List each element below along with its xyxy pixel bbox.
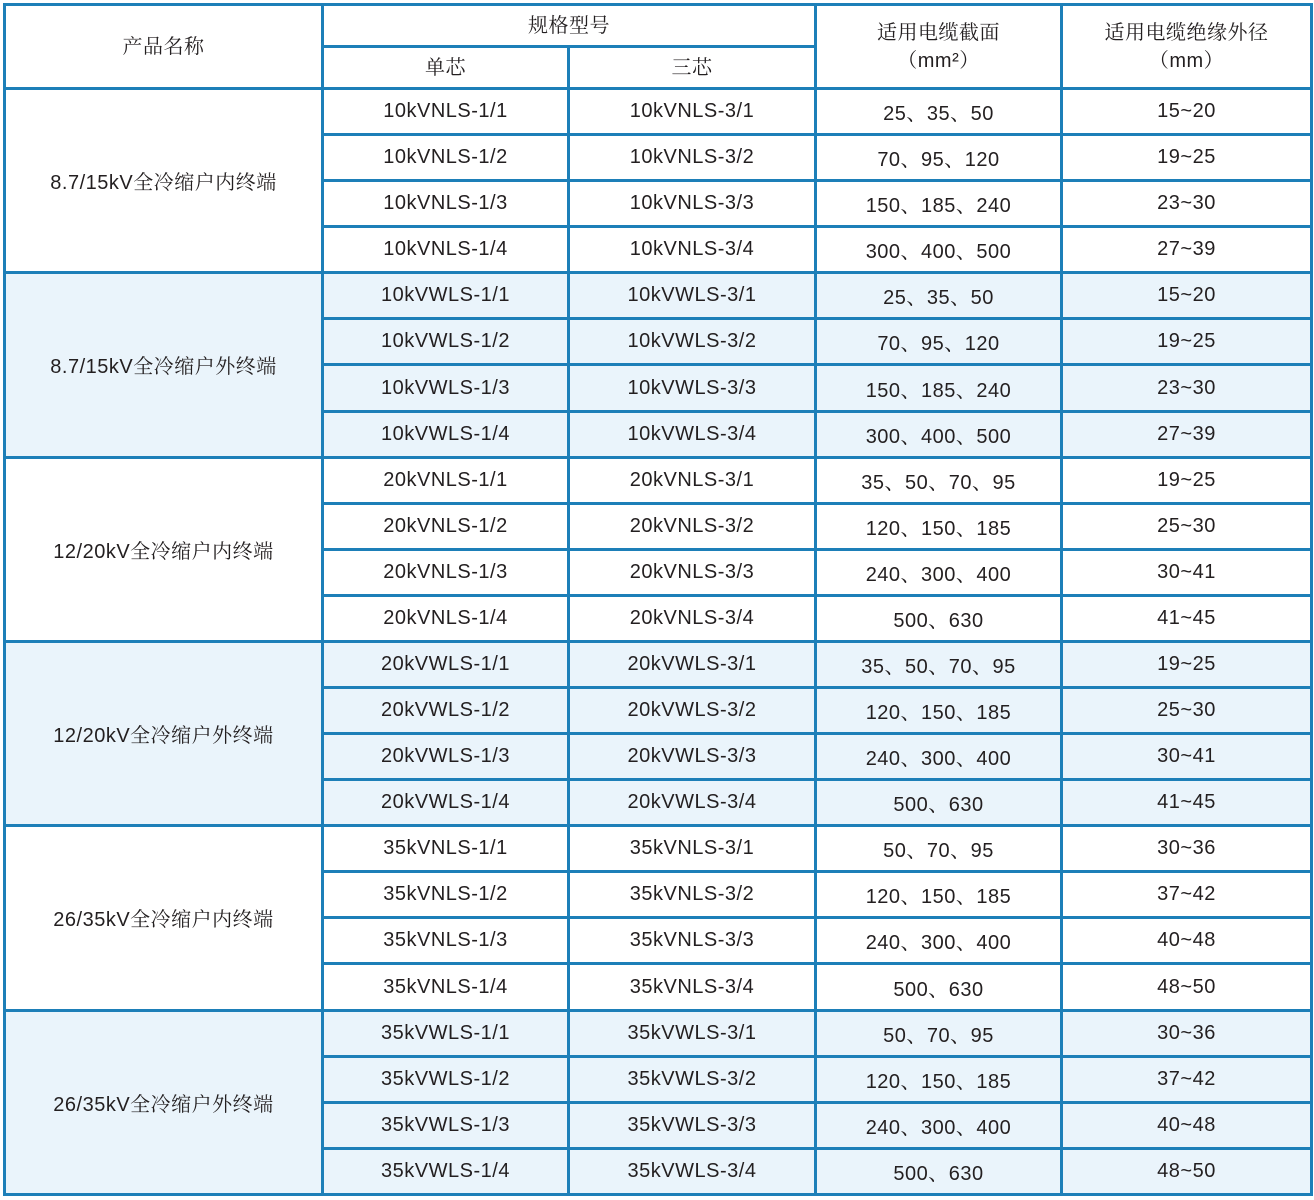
single-core-model-cell: 20kVWLS-1/1	[323, 641, 569, 687]
product-name-cell: 12/20kV全冷缩户内终端	[5, 457, 323, 641]
single-core-model-cell: 20kVNLS-1/2	[323, 503, 569, 549]
insulation-diameter-cell: 40~48	[1062, 1102, 1312, 1148]
cable-section-cell: 300、400、500	[816, 411, 1062, 457]
three-core-model-cell: 10kVWLS-3/3	[569, 365, 816, 411]
cable-section-cell: 120、150、185	[816, 872, 1062, 918]
single-core-model-cell: 35kVNLS-1/4	[323, 964, 569, 1010]
single-core-model-cell: 10kVNLS-1/4	[323, 227, 569, 273]
three-core-model-cell: 35kVNLS-3/2	[569, 872, 816, 918]
insulation-diameter-cell: 25~30	[1062, 503, 1312, 549]
three-core-model-cell: 20kVNLS-3/4	[569, 595, 816, 641]
cable-section-cell: 240、300、400	[816, 549, 1062, 595]
header-cable-section-line1: 适用电缆截面	[877, 21, 1000, 44]
three-core-model-cell: 20kVWLS-3/1	[569, 641, 816, 687]
insulation-diameter-cell: 37~42	[1062, 872, 1312, 918]
insulation-diameter-cell: 27~39	[1062, 227, 1312, 273]
header-insulation-diameter-line1: 适用电缆绝缘外径	[1104, 21, 1269, 44]
single-core-model-cell: 20kVNLS-1/1	[323, 457, 569, 503]
cable-section-cell: 25、35、50	[816, 273, 1062, 319]
single-core-model-cell: 35kVWLS-1/1	[323, 1010, 569, 1056]
cable-section-cell: 120、150、185	[816, 1056, 1062, 1102]
cable-section-cell: 70、95、120	[816, 319, 1062, 365]
insulation-diameter-cell: 23~30	[1062, 181, 1312, 227]
insulation-diameter-cell: 19~25	[1062, 135, 1312, 181]
three-core-model-cell: 35kVWLS-3/1	[569, 1010, 816, 1056]
three-core-model-cell: 20kVWLS-3/4	[569, 780, 816, 826]
product-name-cell: 26/35kV全冷缩户内终端	[5, 826, 323, 1010]
insulation-diameter-cell: 30~41	[1062, 549, 1312, 595]
single-core-model-cell: 10kVWLS-1/2	[323, 319, 569, 365]
insulation-diameter-cell: 19~25	[1062, 457, 1312, 503]
three-core-model-cell: 35kVWLS-3/4	[569, 1148, 816, 1194]
single-core-model-cell: 35kVNLS-1/1	[323, 826, 569, 872]
single-core-model-cell: 35kVWLS-1/2	[323, 1056, 569, 1102]
three-core-model-cell: 35kVWLS-3/2	[569, 1056, 816, 1102]
insulation-diameter-cell: 30~36	[1062, 1010, 1312, 1056]
cable-section-cell: 240、300、400	[816, 1102, 1062, 1148]
three-core-model-cell: 35kVNLS-3/1	[569, 826, 816, 872]
single-core-model-cell: 35kVNLS-1/2	[323, 872, 569, 918]
single-core-model-cell: 10kVWLS-1/3	[323, 365, 569, 411]
three-core-model-cell: 35kVWLS-3/3	[569, 1102, 816, 1148]
three-core-model-cell: 20kVNLS-3/3	[569, 549, 816, 595]
cable-section-cell: 500、630	[816, 964, 1062, 1010]
cable-section-cell: 500、630	[816, 595, 1062, 641]
single-core-model-cell: 10kVNLS-1/1	[323, 89, 569, 135]
cable-section-cell: 300、400、500	[816, 227, 1062, 273]
insulation-diameter-cell: 25~30	[1062, 688, 1312, 734]
header-single-core: 单芯	[323, 47, 569, 89]
cable-section-cell: 500、630	[816, 1148, 1062, 1194]
insulation-diameter-cell: 19~25	[1062, 319, 1312, 365]
insulation-diameter-cell: 27~39	[1062, 411, 1312, 457]
insulation-diameter-cell: 30~36	[1062, 826, 1312, 872]
product-name-cell: 8.7/15kV全冷缩户外终端	[5, 273, 323, 457]
single-core-model-cell: 35kVWLS-1/4	[323, 1148, 569, 1194]
single-core-model-cell: 20kVWLS-1/3	[323, 734, 569, 780]
spec-table-wrapper	[3, 3, 1310, 1196]
cable-section-cell: 35、50、70、95	[816, 641, 1062, 687]
single-core-model-cell: 20kVWLS-1/4	[323, 780, 569, 826]
table-row	[5, 1010, 1312, 1056]
insulation-diameter-cell: 19~25	[1062, 641, 1312, 687]
cable-section-cell: 50、70、95	[816, 826, 1062, 872]
insulation-diameter-cell: 30~41	[1062, 734, 1312, 780]
insulation-diameter-cell: 48~50	[1062, 964, 1312, 1010]
single-core-model-cell: 20kVNLS-1/3	[323, 549, 569, 595]
cable-section-cell: 50、70、95	[816, 1010, 1062, 1056]
cable-section-cell: 500、630	[816, 780, 1062, 826]
product-name-cell: 12/20kV全冷缩户外终端	[5, 641, 323, 825]
product-name-cell: 8.7/15kV全冷缩户内终端	[5, 89, 323, 273]
table-row	[5, 273, 1312, 319]
table-row	[5, 457, 1312, 503]
insulation-diameter-cell: 41~45	[1062, 780, 1312, 826]
single-core-model-cell: 10kVWLS-1/4	[323, 411, 569, 457]
single-core-model-cell: 10kVNLS-1/2	[323, 135, 569, 181]
header-insulation-diameter-unit: （mm）	[1148, 49, 1225, 72]
cable-section-cell: 150、185、240	[816, 365, 1062, 411]
table-header	[5, 5, 1312, 89]
insulation-diameter-cell: 48~50	[1062, 1148, 1312, 1194]
three-core-model-cell: 20kVNLS-3/2	[569, 503, 816, 549]
three-core-model-cell: 20kVWLS-3/3	[569, 734, 816, 780]
insulation-diameter-cell: 40~48	[1062, 918, 1312, 964]
three-core-model-cell: 35kVNLS-3/3	[569, 918, 816, 964]
insulation-diameter-cell: 15~20	[1062, 89, 1312, 135]
three-core-model-cell: 10kVNLS-3/1	[569, 89, 816, 135]
table-row	[5, 89, 1312, 135]
table-body	[5, 89, 1312, 1195]
single-core-model-cell: 10kVNLS-1/3	[323, 181, 569, 227]
single-core-model-cell: 20kVWLS-1/2	[323, 688, 569, 734]
insulation-diameter-cell: 23~30	[1062, 365, 1312, 411]
three-core-model-cell: 35kVNLS-3/4	[569, 964, 816, 1010]
header-spec-model: 规格型号	[323, 5, 816, 47]
three-core-model-cell: 10kVNLS-3/4	[569, 227, 816, 273]
header-cable-section	[816, 5, 1062, 89]
header-product-name: 产品名称	[5, 5, 323, 89]
three-core-model-cell: 10kVNLS-3/3	[569, 181, 816, 227]
cable-section-cell: 35、50、70、95	[816, 457, 1062, 503]
table-row	[5, 826, 1312, 872]
three-core-model-cell: 10kVWLS-3/1	[569, 273, 816, 319]
cable-section-cell: 240、300、400	[816, 734, 1062, 780]
cable-section-cell: 70、95、120	[816, 135, 1062, 181]
three-core-model-cell: 10kVWLS-3/4	[569, 411, 816, 457]
header-three-core: 三芯	[569, 47, 816, 89]
three-core-model-cell: 10kVNLS-3/2	[569, 135, 816, 181]
cable-section-cell: 240、300、400	[816, 918, 1062, 964]
header-cable-section-unit: （mm²）	[897, 49, 980, 72]
cable-section-cell: 25、35、50	[816, 89, 1062, 135]
single-core-model-cell: 35kVNLS-1/3	[323, 918, 569, 964]
single-core-model-cell: 20kVNLS-1/4	[323, 595, 569, 641]
three-core-model-cell: 10kVWLS-3/2	[569, 319, 816, 365]
table-row	[5, 641, 1312, 687]
insulation-diameter-cell: 41~45	[1062, 595, 1312, 641]
spec-table	[3, 3, 1313, 1196]
single-core-model-cell: 10kVWLS-1/1	[323, 273, 569, 319]
insulation-diameter-cell: 37~42	[1062, 1056, 1312, 1102]
insulation-diameter-cell: 15~20	[1062, 273, 1312, 319]
three-core-model-cell: 20kVNLS-3/1	[569, 457, 816, 503]
cable-section-cell: 120、150、185	[816, 688, 1062, 734]
product-name-cell: 26/35kV全冷缩户外终端	[5, 1010, 323, 1194]
three-core-model-cell: 20kVWLS-3/2	[569, 688, 816, 734]
single-core-model-cell: 35kVWLS-1/3	[323, 1102, 569, 1148]
header-insulation-diameter	[1062, 5, 1312, 89]
cable-section-cell: 150、185、240	[816, 181, 1062, 227]
cable-section-cell: 120、150、185	[816, 503, 1062, 549]
